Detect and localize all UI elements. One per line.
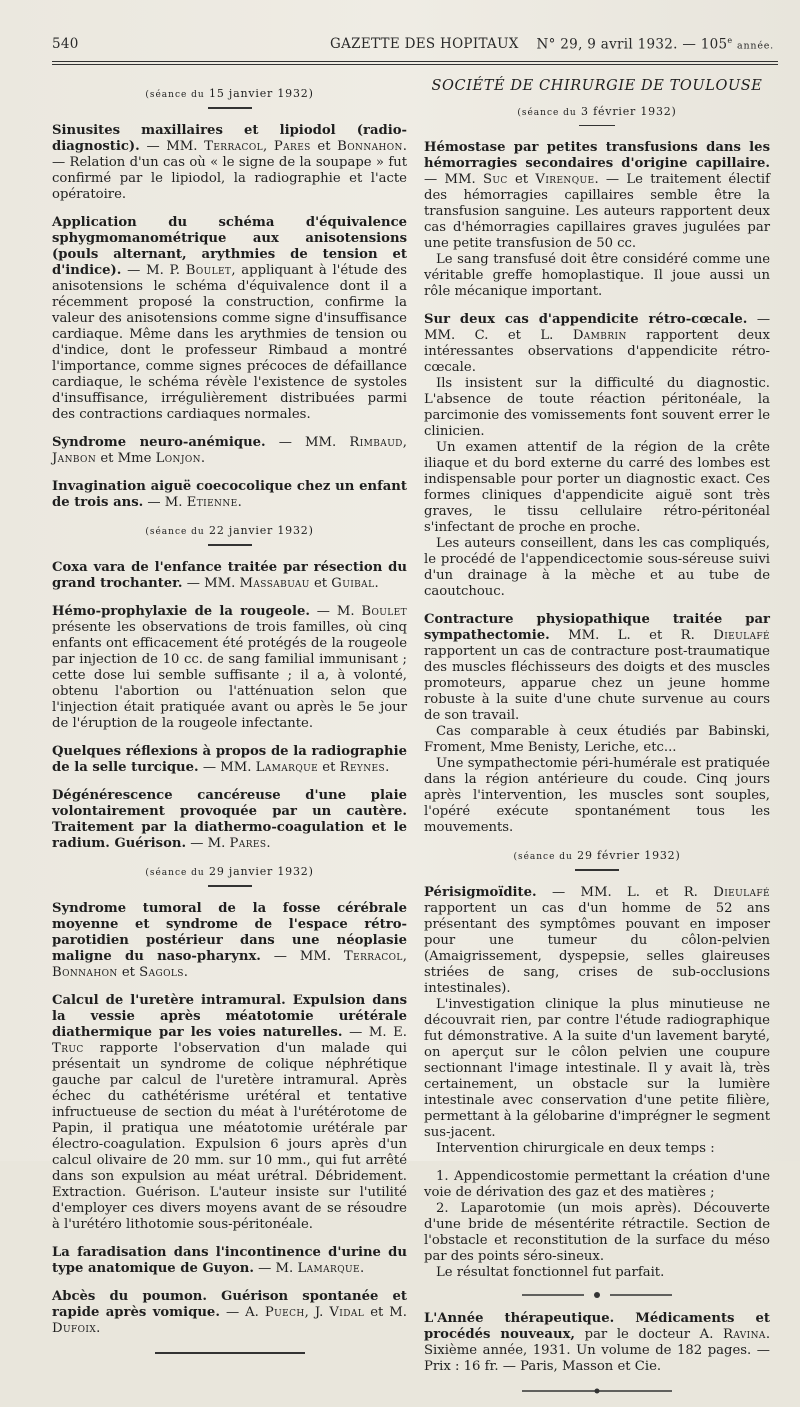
article-perisigmoidite-item1: 1. Appendicostomie permettant la création d'une voie de dérivation des gaz et des matières ; [424,1169,770,1200]
article-faradisation: La faradisation dans l'incontinence d'urine du type anatomique de Guyon. — M. Lamarque. [52,1245,407,1276]
article-perisigmoidite-p4: Le résultat fonctionnel fut parfait. [436,1265,665,1280]
left-column [52,76,407,1369]
article-perisigmoidite: Périsigmoïdite. — MM. L. et R. Dieulafé rapportent un cas d'un homme de 52 ans présentant des symptômes pouvant en imposer pour une tumeur du côlon-pelvien (Amaigrissement, dyspepsie, selles glaireuses striées de sang, crises de sub-occlusions intestinales). [424,885,770,996]
article-calcul-uretere: Calcul de l'uretère intramural. Expulsion dans la vessie après méatotomie urétérale diathermique par les voies naturelles. — M. E. Truc rapporte l'observation d'un malade qui présentait un syndrome de colique néphrétique gauche par calcul de l'uretère intramural. Après échec du cathétérisme urétéral et tentative infructueuse de section du méat à l'urétérotome de Papin, il pratiqua une méatotomie urétérale par électro-coagulation. Expulsion 6 jours après d'un calcul olivaire de 20 mm. sur 10 mm., qui fut arrêté dans son expulsion au méat urétral. Débridement. Extraction. Guérison. L'auteur insiste sur l'utilité d'employer ces divers moyens avant de se résoudre à l'urétéro lithotomie sous-péritonéale. [52,993,408,1232]
session-heading-29-janvier: (séance du 29 janvier 1932) [145,865,314,878]
article-hemostase-p2: Le sang transfusé doit être considéré comme une véritable greffe homoplastique. Il joue aussi un rôle mécanique important. [424,252,770,299]
article-sinusites: Sinusites maxillaires et lipiodol (radio-diagnostic). — MM. Terracol, Pares et Bonnahon. — Relation d'un cas où « le signe de la soupape » fut confirmé par le lipiodol, la radiographie et l'acte opératoire. [52,123,407,202]
article-degenerescence: Dégénérescence cancéreuse d'une plaie volontairement provoquée par un cautère. Traitement par la diathermo-coagulation et le radium. Guérison. — M. Pares. [52,788,407,851]
article-neuro-anemique: Syndrome neuro-anémique. — MM. Rimbaud, Janbon et Mme Lonjon. [52,435,407,466]
article-abces-poumon: Abcès du poumon. Guérison spontanée et rapide après vomique. — A. Puech, J. Vidal et M. Dufoix. [52,1289,408,1336]
journal-title: GAZETTE DES HOPITAUX [330,36,519,52]
article-appendicite-p3: Un examen attentif de la région de la crête iliaque et du bord externe du carré des lombes est indispensable pour porter un diagnostic exact. Ces formes cliniques d'appendicite aiguë sont très graves, le tissu cellulaire rétro-péritonéal s'infectant de proche en proche. [424,440,770,535]
issue-sup: e [727,36,733,45]
ornament-rule [522,1387,672,1395]
ornament-divider [522,1291,672,1299]
session-heading-15-janvier: (séance du 15 janvier 1932) [145,87,314,100]
book-review-annee-therapeutique: L'Année thérapeutique. Médicaments et procédés nouveaux, par le docteur A. Ravina. Sixième année, 1931. Un volume de 182 pages. — Prix : 16 fr. — Paris, Masson et Cie. [424,1311,771,1374]
article-appendicite-p2: Ils insistent sur la difficulté du diagnostic. L'absence de toute réaction péritonéale, la parcimonie des vomissements font souvent errer le clinicien. [424,376,770,439]
session-rule [208,885,252,887]
right-column [424,76,770,1407]
session-rule [575,869,619,871]
article-hemostase: Hémostase par petites transfusions dans les hémorragies secondaires d'origine capillaire. — MM. Suc et Virenque. — Le traitement électif des hémorragies capillaires semble être la transfusion sanguine. Les auteurs rapportent deux cas d'hémorragies capillaires graves jugulées par une petite transfusion de 50 cc. [424,140,771,251]
end-ornament [155,1349,305,1357]
article-coxa-vara: Coxa vara de l'enfance traitée par résection du grand trochanter. — MM. Massabuau et Guibal. [52,560,407,591]
session-heading-22-janvier: (séance du 22 janvier 1932) [145,524,314,537]
page-header [52,36,774,56]
issue-info [537,36,774,53]
page-number: 540 [52,36,79,52]
article-contracture-p3: Une sympathectomie péri-humérale est pratiquée dans la région antérieure du coude. Cinq jours après l'intervention, les muscles sont souples, l'opéré exécute spontanément tous les mouvements. [424,756,770,835]
article-perisigmoidite-p2: L'investigation clinique la plus minutieuse ne découvrait rien, par contre l'étude radiographique fut démonstrative. A la suite d'un lavement baryté, on aperçut sur le côlon pelvien une coupure sectionnant l'image intestinale. Il y avait là, très certainement, un obstacle sur la lumière intestinale avec conservation d'une petite filière, permettant à la gélobarine d'imprégner le segment sus-jacent. [424,997,770,1140]
header-rule-top [52,61,778,62]
article-appendicite-p4: Les auteurs conseillent, dans les cas compliqués, le procédé de l'appendicectomie sous-séreuse suivi d'un drainage à la mèche et au tube de caoutchouc. [424,536,770,599]
session-rule [208,107,252,109]
article-contracture: Contracture physiopathique traitée par sympathectomie. MM. L. et R. Dieulafé rapportent un cas de contracture post-traumatique des muscles fléchisseurs des doigts et des muscles promoteurs, apparue chez un jeune homme robuste à la suite d'une chute survenue au cours de son travail. [424,612,770,723]
issue-suffix: année. [737,40,774,52]
article-perisigmoidite-item2: 2. Laparotomie (un mois après). Découverte d'une bride de mésentérite rétractile. Section de l'obstacle et reconstitution de la surface du méso par des points séro-sineux. [424,1201,770,1264]
session-heading-3-fevrier: (séance du 3 février 1932) [517,105,677,118]
session-rule [208,544,252,546]
issue-prefix: N° 29, 9 avril 1932. — 105 [536,36,728,53]
session-heading-29-fevrier: (séance du 29 février 1932) [513,849,681,862]
end-ornament [522,1387,672,1395]
article-sphygmomanometrique: Application du schéma d'équivalence sphygmomanométrique aux anisotensions (pouls alternant, arythmies de tension et d'indice). — M. P. Boulet, appliquant à l'étude des anisotensions le schéma d'équivalence dont il a récemment proposé la construction, confirme la valeur des anisotensions comme signe d'insuffisance cardiaque. Même dans les arythmies de tension ou d'indice, dont le professeur Rimbaud a montré l'importance, comme signes précoces de défaillance cardiaque, le schéma révèle l'existence de systoles d'insuffisance, irrégulièrement distribuées parmi des contractions cardiaques normales. [52,215,407,422]
article-invagination: Invagination aiguë coecocolique chez un enfant de trois ans. — M. Etienne. [52,479,407,510]
article-perisigmoidite-p3: Intervention chirurgicale en deux temps : [436,1141,715,1156]
session-rule [579,125,615,126]
society-title: SOCIÉTÉ DE CHIRURGIE DE TOULOUSE [431,78,763,94]
article-rougeole: Hémo-prophylaxie de la rougeole. — M. Boulet présente les observations de trois familles, où cinq enfants ont efficacement été protégés de la rougeole par injection de 10 cc. de sang familial immunisant ; cette dose lui semble suffisante ; il a, à volonté, obtenu l'abortion ou l'atténuation selon que l'injection était pratiquée avant ou après le 5e jour de l'éruption de la rougeole infectante. [52,604,407,731]
ornament-rule [522,1291,672,1299]
header-rule-bottom [52,64,778,65]
article-contracture-p2: Cas comparable à ceux étudiés par Babinski, Froment, Mme Benisty, Leriche, etc... [424,724,770,755]
article-syndrome-tumoral: Syndrome tumoral de la fosse cérébrale moyenne et syndrome de l'espace rétro-parotidien postérieur dans une néoplasie maligne du naso-pharynx. — MM. Terracol, Bonnahon et Sagols. [52,901,407,980]
article-appendicite: Sur deux cas d'appendicite rétro-cœcale. — MM. C. et L. Dambrin rapportent deux intéressantes observations d'appendicite rétro-cœcale. [424,312,770,375]
ornament-rule [155,1349,305,1357]
article-selle-turcique: Quelques réflexions à propos de la radiographie de la selle turcique. — MM. Lamarque et Reynes. [52,744,407,775]
